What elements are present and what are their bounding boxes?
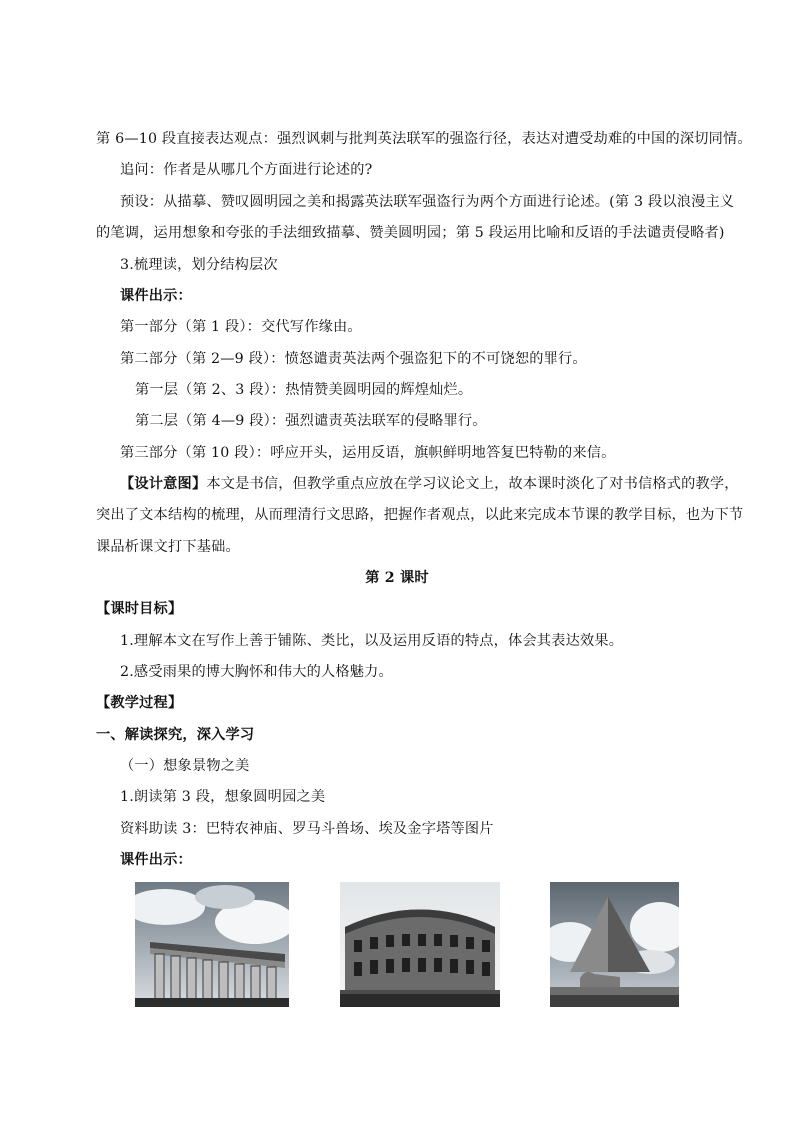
courseware-label: 课件出示：	[120, 288, 192, 304]
structure-part-3: 第三部分（第 10 段）：呼应开头，运用反语，旗帜鲜明地答复巴特勒的来信。	[120, 445, 616, 461]
paragraph-line: 资料助读 3：巴特农神庙、罗马斗兽场、埃及金字塔等图片	[120, 821, 494, 837]
paragraph-line: 课品析课文打下基础。	[96, 539, 240, 555]
paragraph-line: 1.朗读第 3 段，想象圆明园之美	[120, 789, 326, 805]
design-intent-text: 本文是书信，但教学重点应放在学习议论文上，故本课时淡化了对书信格式的教学，	[206, 476, 739, 492]
parthenon-image	[135, 882, 289, 1007]
paragraph-line: 追问：作者是从哪几个方面进行论述的?	[120, 162, 373, 178]
paragraph-line: 的笔调，运用想象和夸张的手法细致描摹、赞美圆明园；第 5 段运用比喻和反语的手法谴责侵略者)	[96, 225, 725, 241]
design-intent-label: 【设计意图】	[120, 476, 207, 492]
teaching-process-heading: 【教学过程】	[96, 695, 183, 711]
paragraph-line: 预设：从描摹、赞叹圆明园之美和揭露英法联军强盗行为两个方面进行论述。(第 3 段以浪漫主义	[120, 194, 735, 210]
goal-item: 2.感受雨果的博大胸怀和伟大的人格魅力。	[120, 664, 393, 680]
paragraph-line: 第 6—10 段直接表达观点：强烈讽刺与批判英法联军的强盗行径，表达对遭受劫难的中国的深切同情。	[96, 131, 752, 147]
colosseum-image	[340, 882, 500, 1007]
design-intent-paragraph	[120, 474, 739, 494]
lesson-goals-heading: 【课时目标】	[96, 601, 183, 617]
structure-part-1: 第一部分（第 1 段）：交代写作缘由。	[120, 319, 362, 335]
subsection-heading: （一）想象景物之美	[120, 758, 250, 774]
pyramid-image	[550, 882, 679, 1007]
section-heading: 3.梳理读，划分结构层次	[120, 257, 278, 273]
paragraph-line: 突出了文本结构的梳理，从而理清行文思路，把握作者观点，以此来完成本节课的教学目标，也为下节	[96, 507, 744, 523]
structure-layer-1: 第一层（第 2、3 段）：热情赞美圆明园的辉煌灿烂。	[135, 382, 473, 398]
structure-layer-2: 第二层（第 4—9 段）：强烈谴责英法联军的侵略罪行。	[135, 413, 487, 429]
goal-item: 1.理解本文在写作上善于铺陈、类比，以及运用反语的特点，体会其表达效果。	[120, 633, 624, 649]
lesson-title: 第 2 课时	[365, 570, 429, 586]
structure-part-2: 第二部分（第 2—9 段）：愤怒谴责英法两个强盗犯下的不可饶恕的罪行。	[120, 351, 587, 367]
courseware-label: 课件出示：	[120, 852, 192, 868]
section-heading: 一、解读探究，深入学习	[96, 727, 255, 743]
